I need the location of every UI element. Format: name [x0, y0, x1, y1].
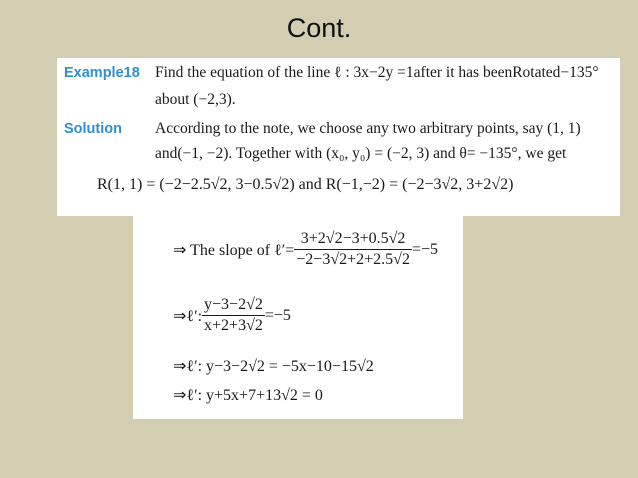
- rotated-points: R(1, 1) = (−2−2.5√2, 3−0.5√2) and R(−1,−2) = (−2−3√2, 3+2√2): [97, 176, 514, 193]
- eq3-text: ⇒ℓ′: y+5x+7+13√2 = 0: [173, 387, 323, 404]
- slope-prefix: ⇒ The slope of ℓ′=: [173, 241, 295, 259]
- line-equation-2: [173, 356, 374, 376]
- eq1-numerator: y−3−2√2: [202, 296, 265, 316]
- slope-equation: [173, 230, 438, 269]
- slope-fraction: [294, 230, 412, 269]
- eq1-fraction: [202, 296, 265, 335]
- eq1-result: =−5: [264, 306, 291, 324]
- slope-numerator: 3+2√2−3+0.5√2: [294, 230, 412, 250]
- eq2-text: ⇒ℓ′: y−3−2√2 = −5x−10−15√2: [173, 358, 374, 375]
- example-line-1: Find the equation of the line ℓ : 3x−2y =1after it has beenRotated−135°: [155, 64, 599, 81]
- line-equation-1: [173, 296, 291, 335]
- example-tag: Example18: [64, 65, 140, 81]
- slope-denominator: −2−3√2+2+2.5√2: [296, 251, 410, 268]
- example-line-2: about (−2,3).: [155, 91, 236, 108]
- solution-tag: Solution: [64, 121, 122, 137]
- line-equation-3: [173, 385, 323, 405]
- slope-result: =−5: [411, 240, 438, 258]
- eq1-denominator: x+2+3√2: [204, 317, 263, 334]
- example-panel: [57, 58, 620, 216]
- derivation-panel: [133, 212, 463, 419]
- eq1-prefix: ⇒ℓ′:: [173, 307, 203, 325]
- slide-title: Cont.: [286, 13, 352, 43]
- solution-line-2: and(−1, −2). Together with (x₀, y₀) = (−2, 3) and θ= −135°, we get: [155, 145, 567, 162]
- solution-line-1: According to the note, we choose any two arbitrary points, say (1, 1): [155, 120, 581, 137]
